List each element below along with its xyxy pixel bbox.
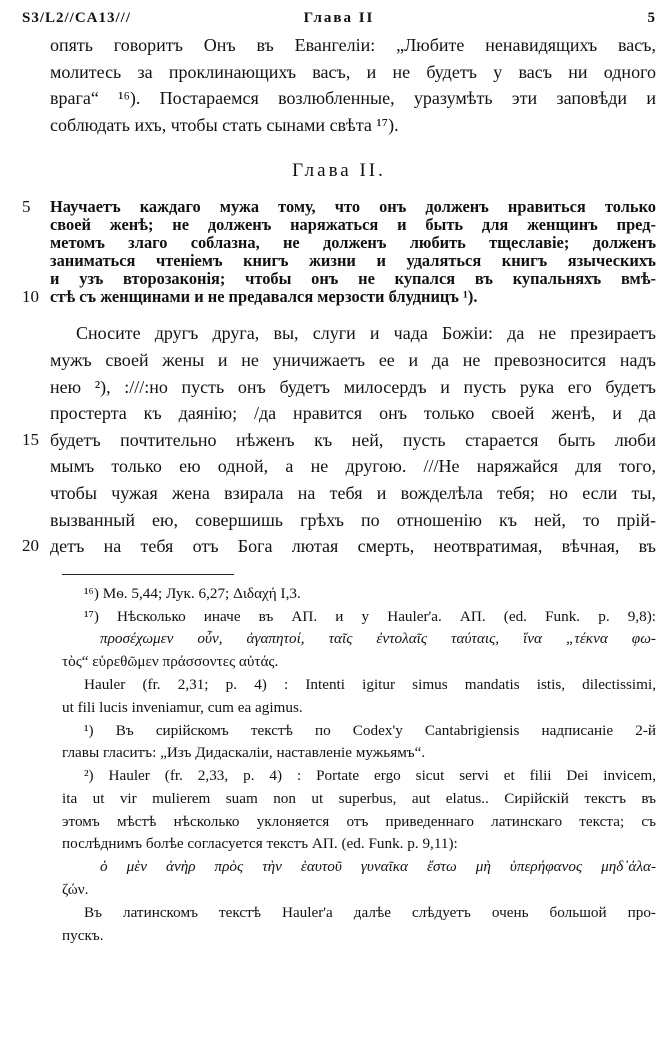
- text-line: молитесь за проклинающихъ васъ, и не будетъ у васъ ни одного: [50, 61, 656, 82]
- footnotes: [62, 583, 656, 948]
- footnote-1-line: ¹) Въ сирійскомъ текстѣ по Codex'у Cantabrigiensis надписаніе 2-й: [84, 721, 656, 739]
- footnote-2-line: пускъ.: [62, 926, 104, 944]
- text-line: соблюдать ихъ, чтобы стать сынами свѣта ¹⁷).: [50, 114, 399, 135]
- text-line: нею ²), :///:но пусть онъ будетъ милосердъ и пусть рука его будетъ: [50, 376, 656, 397]
- footnote-2-greek: ὁ μὲν ἀνὴρ πρὸς τὴν ἑαυτοῦ γυναῖκα ἔστω μὴ ὑπερήφανος μηδ᾽ἀλα-: [100, 858, 656, 876]
- line-number: 5: [22, 197, 31, 217]
- footnote-2-line: послѣднимъ болѣе согласуется текстъ АП. (ed. Funk. p. 9,11):: [62, 835, 458, 853]
- footnote-17-line: ut fili lucis inveniamur, cum ea agimus.: [62, 698, 303, 716]
- line-number: 15: [22, 429, 39, 449]
- text-line: Сносите другъ друга, вы, слуги и чада Божіи: да не презираетъ: [76, 323, 656, 344]
- footnote-2-greek: ζών.: [62, 881, 89, 899]
- footnote-2-line: ²) Hauler (fr. 2,33, p. 4) : Portate ergo sicut servi et filii Dei invicem,: [84, 767, 656, 785]
- footnote-17-line: Hauler (fr. 2,31; p. 4) : Intenti igitur simus mandatis istis, dilectissimi,: [84, 675, 656, 693]
- footnote-2-line: Въ латинскомъ текстѣ Hauler'a далѣе слѣдуетъ очень большой про-: [84, 903, 656, 921]
- chapter-summary: [22, 197, 656, 307]
- footnote-17-greek: τὸς“ εὑρεθῶμεν πράσσοντες αὐτάς.: [62, 653, 279, 671]
- text-line: чтобы чужая жена взирала на тебя и вожделѣла тебя; но если ты,: [50, 482, 656, 503]
- footnote-rule: [62, 574, 234, 575]
- text-line: мымъ только ею одной, а не другою. ///Не наряжайся для того,: [50, 456, 656, 477]
- footnote-1-line: главы гласитъ: „Изъ Дидаскаліи, наставленіе мужьямъ“.: [62, 744, 426, 762]
- summary-line: заниматься чтеніемъ книгъ жизни и удаляться книгъ языческихъ: [50, 251, 656, 271]
- text-line: простерта къ даянію; /да нравится онъ только своей женѣ, и да: [50, 403, 656, 424]
- summary-line: [22, 287, 656, 307]
- summary-line: своей женѣ; не долженъ наряжаться и быть для женщинъ пред-: [50, 215, 656, 235]
- chapter-title: Глава II.: [292, 160, 386, 182]
- summary-line: метомъ злаго соблазна, не долженъ любить тщеславіе; долженъ: [50, 233, 656, 253]
- text-line: вызванный ею, совершишь грѣхъ по отношенію къ ней, то прій-: [50, 509, 656, 530]
- line-number: 20: [22, 536, 39, 556]
- summary-line: и узъ второзаконія; чтобы онъ не купался въ купальняхъ вмѣ-: [50, 269, 656, 289]
- footnote-16: ¹⁶) Мѳ. 5,44; Лук. 6,27; Διδαχή I,3.: [84, 584, 301, 602]
- footnote-17-line: ¹⁷) Нѣсколько иначе въ АП. и у Hauler'a. АП. (ed. Funk. p. 9,8):: [84, 607, 656, 625]
- running-header: [22, 6, 656, 32]
- summary-line-text: стѣ съ женщинами и не предавался мерзости блудницъ ¹).: [50, 287, 478, 307]
- running-title: Глава II: [303, 10, 375, 26]
- page-number: 5: [647, 10, 656, 26]
- text-line: [22, 533, 656, 560]
- text-line: мужъ своей жены и не уничижаетъ ее и да не превозносится надъ: [50, 349, 656, 370]
- summary-line-text: Научаетъ каждаго мужа тому, что онъ долженъ нравиться только: [50, 197, 656, 217]
- footnote-17-greek: προσέχωμεν οὖν, ἀγαπητοί, ταῖς ἐντολαῖς ταύταις, ἵνα „τέκνα φω-: [100, 630, 656, 648]
- text-line-content: будетъ почтительно нѣженъ къ ней, пусть старается быть люби: [50, 429, 656, 450]
- text-line: врага“ ¹⁶). Постараемся возлюбленные, уразумѣть эти заповѣди и: [50, 88, 656, 109]
- main-paragraph: [22, 320, 656, 559]
- footnote-2-line: ita ut vir mulierem suam non ut superbus, aut elatus.. Сирійскій текстъ въ: [62, 789, 656, 807]
- text-line: [22, 427, 656, 454]
- intro-paragraph: [50, 32, 656, 138]
- line-number: 10: [22, 287, 39, 307]
- footnote-2-line: этомъ мѣстѣ нѣсколько уклоняется отъ приведеннаго латинскаго текста; съ: [62, 812, 656, 830]
- text-line-content: детъ на тебя отъ Бога лютая смерть, неотвратимая, вѣчная, въ: [50, 536, 656, 557]
- summary-line: [22, 197, 656, 217]
- signature-mark: S3/L2//CA13///: [22, 10, 132, 26]
- text-line: опять говоритъ Онъ въ Евангеліи: „Любите ненавидящихъ васъ,: [50, 35, 656, 55]
